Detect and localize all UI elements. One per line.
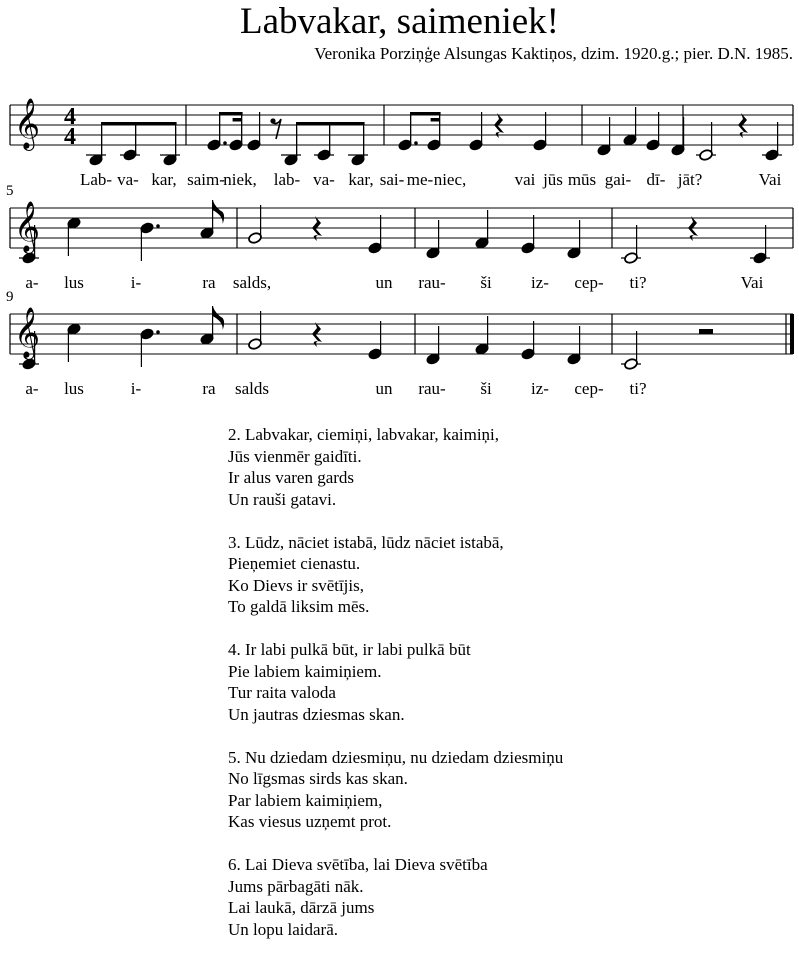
time-signature-bottom: 4 [64,124,76,150]
verse-line: Ko Dievs ir svētījis, [228,575,364,595]
lyric-syllable: vai [514,170,536,189]
half-rest-icon [699,329,713,334]
verse-line: Un rauši gatavi. [228,489,337,509]
lyric-syllable: Lab- [79,170,113,189]
staff-system-2 [6,183,793,292]
eighth-flag [213,200,225,224]
staff-system-1 [10,98,793,189]
verse-line: To galdā liksim mēs. [228,597,370,616]
lyric-syllable: salds [235,379,269,398]
verse-line: Tur raita valoda [228,683,336,702]
verse-line: Kas viesus uzņemt prot. [228,812,392,831]
lyric-syllable: un [375,273,393,292]
beam [102,122,177,126]
staff-system-3 [6,289,794,398]
eighth-flag [213,306,225,330]
lyric-syllable: rau- [418,273,446,292]
verse-3 [228,532,563,618]
lyric-syllable: jāt? [677,170,703,189]
verse-5 [228,747,563,833]
lyric-syllable: ra [202,379,216,398]
verse-4 [228,639,563,725]
lyric-syllable: ši [480,273,492,292]
lyric-syllable: jūs [543,170,563,189]
lyric-syllable: mūs [567,170,597,189]
lyric-syllable: kar, [151,170,177,189]
lyric-syllable: va- [313,170,335,189]
beam [220,112,243,116]
lyric-syllable: ti? [629,273,647,292]
lyric-syllable: lus [64,273,84,292]
augmentation-dot [414,141,418,145]
beam [431,118,440,122]
lyric-syllable: a- [25,273,39,292]
lyric-syllable: niek, [223,170,257,189]
lyric-syllable: kar, [348,170,374,189]
verse-line: Lai laukā, dārzā jums [228,898,375,917]
lyric-syllable: i- [130,273,142,292]
song-source: Veronika Porziņģe Alsungas Kaktiņos, dzim. 1920.g.; pier. D.N. 1985. [314,44,793,63]
lyric-syllable: Vai [740,273,764,292]
lyric-syllable: salds, [232,273,272,292]
lyric-syllable: sai- [379,170,405,189]
measure-number: 5 [6,183,14,199]
augmentation-dot [223,141,227,145]
lyric-syllable: cep- [574,379,604,398]
lyric-syllable: saim- [187,170,225,189]
lyric-syllable: Vai [758,170,782,189]
lyric-syllable: ra [202,273,216,292]
verse-line: Un lopu laidarā. [228,919,338,939]
lyric-syllable: iz- [531,273,549,292]
augmentation-dot [156,224,160,228]
lyric-syllable: iz- [531,379,549,398]
lyric-syllable: a- [25,379,39,398]
verse-line: Jums pārbagāti nāk. [228,876,364,896]
lyric-syllable: i- [130,379,142,398]
time-signature-top: 4 [64,104,76,130]
verse-line: Pieņemiet cienastu. [228,554,361,573]
verse-line: Un jautras dziesmas skan. [228,704,405,724]
lyric-syllable: gai- [604,170,632,189]
verse-line: Ir alus varen gards [228,468,355,487]
lyric-syllable: un [375,379,393,398]
verse-line: 6. Lai Dieva svētība, lai Dieva svētība [228,855,488,874]
lyric-syllable: dī- [646,170,666,189]
verse-line: 2. Labvakar, ciemiņi, labvakar, kaimiņi, [228,425,500,444]
verse-2 [228,424,563,510]
augmentation-dot [156,330,160,334]
lyric-syllable: ši [480,379,492,398]
verse-6 [228,854,563,940]
treble-clef-icon: 𝄞 [14,98,41,149]
verses [228,424,563,962]
lyric-syllable: rau- [418,379,446,398]
lyric-syllable: lab- [273,170,301,189]
beam [233,118,242,122]
verse-line: 4. Ir labi pulkā būt, ir labi pulkā būt [228,640,471,659]
lyric-syllable: ti? [629,379,647,398]
song-title: Labvakar, saimeniek! [239,1,560,42]
verse-line: Par labiem kaimiņiem, [228,790,383,810]
verse-line: Jūs vienmēr gaidīti. [228,446,362,466]
verse-line: 5. Nu dziedam dziesmiņu, nu dziedam dziesmiņu [228,747,564,767]
lyric-syllable: lus [64,379,84,398]
lyric-syllable: me- [406,170,434,189]
measure-number: 9 [6,289,14,305]
final-barline [790,314,794,354]
treble-clef-icon: 𝄞 [14,201,41,252]
verse-line: Pie labiem kaimiņiem. [228,661,382,681]
lyric-syllable: cep- [574,273,604,292]
beam [411,112,441,116]
treble-clef-icon: 𝄞 [14,307,41,358]
verse-line: No līgsmas sirds kas skan. [228,769,408,788]
lyric-syllable: niec, [433,170,467,189]
beam [297,122,365,126]
verse-line: 3. Lūdz, nāciet istabā, lūdz nāciet istabā, [228,532,504,552]
lyric-syllable: va- [117,170,139,189]
music-score [0,0,799,415]
